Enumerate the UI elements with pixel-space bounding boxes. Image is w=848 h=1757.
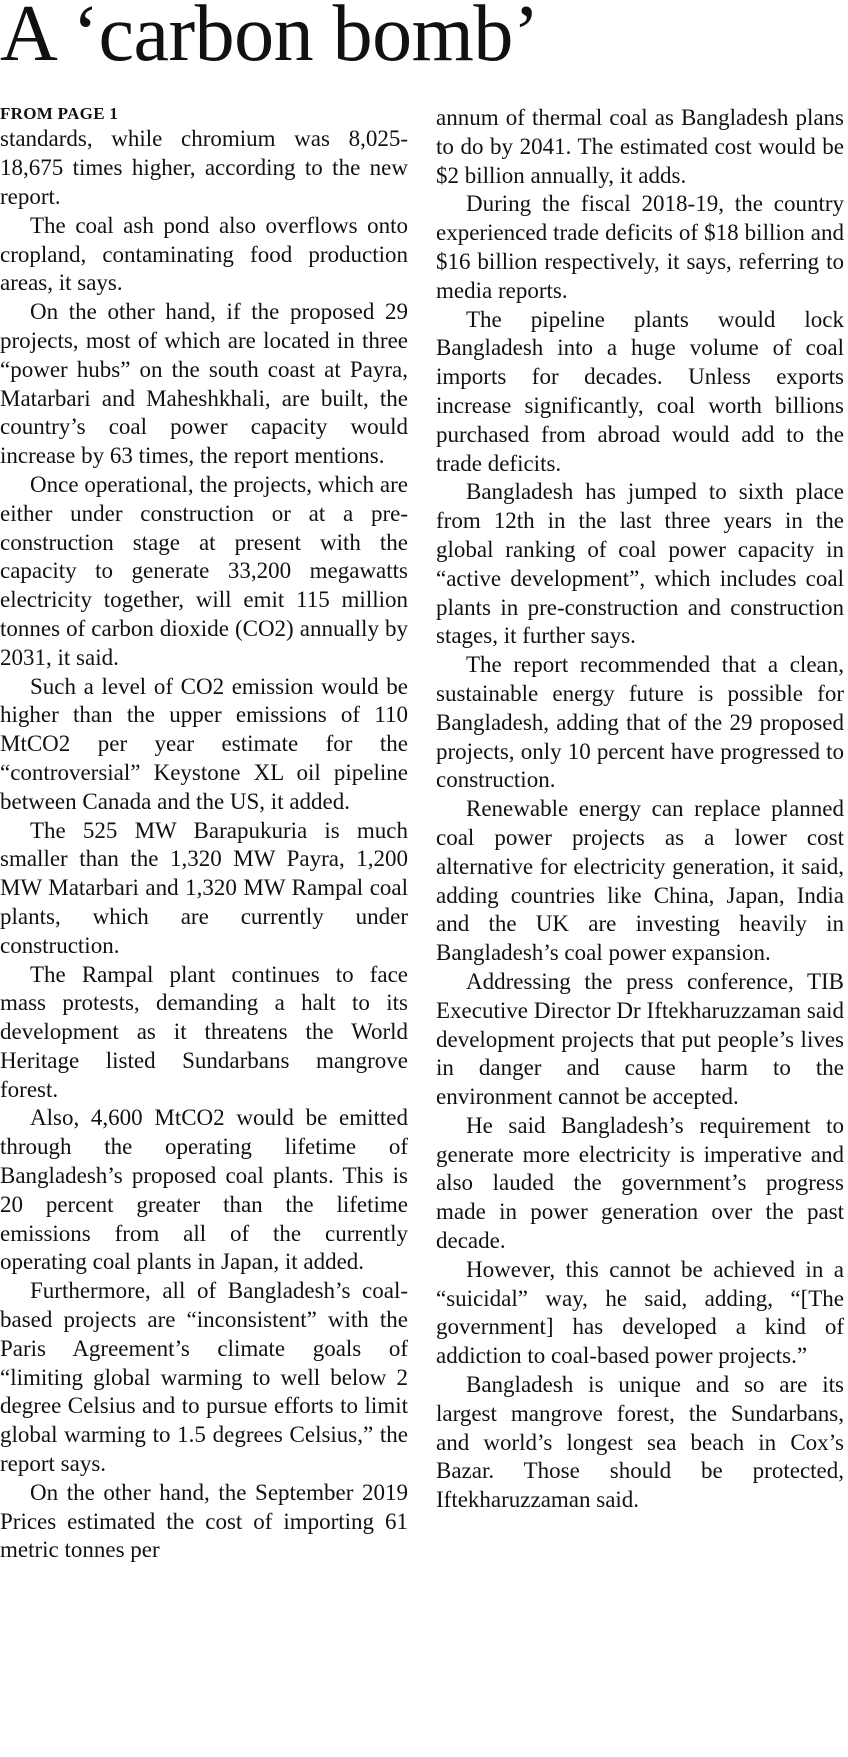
paragraph: The pipeline plants would lock Bangladesh into a huge volume of coal imports for decades. Unless exports increase significantly, coal worth billions purchased from abroad would add to the trade deficits. (436, 306, 844, 476)
paragraph: annum of thermal coal as Bangladesh plans to do by 2041. The estimated cost would be $2 billion annually, it adds. (436, 105, 844, 188)
paragraph: However, this cannot be achieved in a “suicidal” way, he said, adding, “[The government] has developed a kind of addiction to coal-based power projects.” (436, 1256, 844, 1369)
paragraph: On the other hand, if the proposed 29 projects, most of which are located in three “power hubs” on the south coast at Payra, Matarbari and Maheshkhali, are built, the country’s coal power capacity would increase by 63 times, the report mentions. (0, 299, 408, 469)
paragraph: Also, 4,600 MtCO2 would be emitted through the operating lifetime of Bangladesh’s proposed coal plants. This is 20 percent greater than the lifetime emissions from all of the currently operating coal plants in Japan, it added. (0, 1105, 408, 1275)
paragraph: standards, while chromium was 8,025-18,675 times higher, according to the new report. (0, 126, 408, 209)
paragraph: Bangladesh is unique and so are its largest mangrove forest, the Sundarbans, and world’s longest sea beach in Cox’s Bazar. Those should be protected, Iftekharuzzaman said. (436, 1372, 844, 1513)
paragraph: Such a level of CO2 emission would be higher than the upper emissions of 110 MtCO2 per year estimate for the “controversial” Keystone XL oil pipeline between Canada and the US, it added. (0, 673, 408, 814)
paragraph: On the other hand, the September 2019 Prices estimated the cost of importing 61 metric tonnes per (0, 1479, 408, 1563)
right-column (436, 104, 844, 1515)
paragraph: The coal ash pond also overflows onto cropland, contaminating food production areas, it says. (0, 212, 408, 296)
paragraph: Once operational, the projects, which are either under construction or at a pre-construction stage at present with the capacity to generate 33,200 megawatts electricity together, will emit 115 million tonnes of carbon dioxide (CO2) annually by 2031, it said. (0, 471, 408, 670)
paragraph: Renewable energy can replace planned coal power projects as a lower cost alternative for electricity generation, it said, adding countries like China, Japan, India and the UK are investing heavily in Bangladesh’s coal power expansion. (436, 796, 844, 966)
paragraph: Addressing the press conference, TIB Executive Director Dr Iftekharuzzaman said development projects that put people’s lives in danger and cause harm to the environment cannot be accepted. (436, 968, 844, 1110)
paragraph: The 525 MW Barapukuria is much smaller than the 1,320 MW Payra, 1,200 MW Matarbari and 1,320 MW Rampal coal plants, which are currently under construction. (0, 817, 408, 958)
paragraph: The report recommended that a clean, sustainable energy future is possible for Bangladesh, adding that of the 29 proposed projects, only 10 percent have progressed to construction. (436, 652, 844, 793)
left-column (0, 104, 408, 1565)
paragraph: Furthermore, all of Bangladesh’s coal-based projects are “inconsistent” with the Paris Agreement’s climate goals of “limiting global warming to well below 2 degree Celsius and to pursue efforts to limit global warming to 1.5 degrees Celsius,” the report says. (0, 1278, 408, 1477)
paragraph: He said Bangladesh’s requirement to generate more electricity is imperative and also lauded the government’s progress made in power generation over the past decade. (436, 1112, 844, 1254)
headline: A ‘carbon bomb’ (0, 0, 540, 78)
paragraph: The Rampal plant continues to face mass protests, demanding a halt to its development as it threatens the World Heritage listed Sundarbans mangrove forest. (0, 961, 408, 1102)
jump-kicker: FROM PAGE 1 (0, 104, 119, 123)
paragraph: During the fiscal 2018-19, the country experienced trade deficits of $18 billion and $16 billion respectively, it says, referring to media reports. (436, 191, 844, 303)
paragraph: Bangladesh has jumped to sixth place from 12th in the last three years in the global ranking of coal power capacity in “active development”, which includes coal plants in pre-construction and construction stages, it further says. (436, 479, 844, 649)
